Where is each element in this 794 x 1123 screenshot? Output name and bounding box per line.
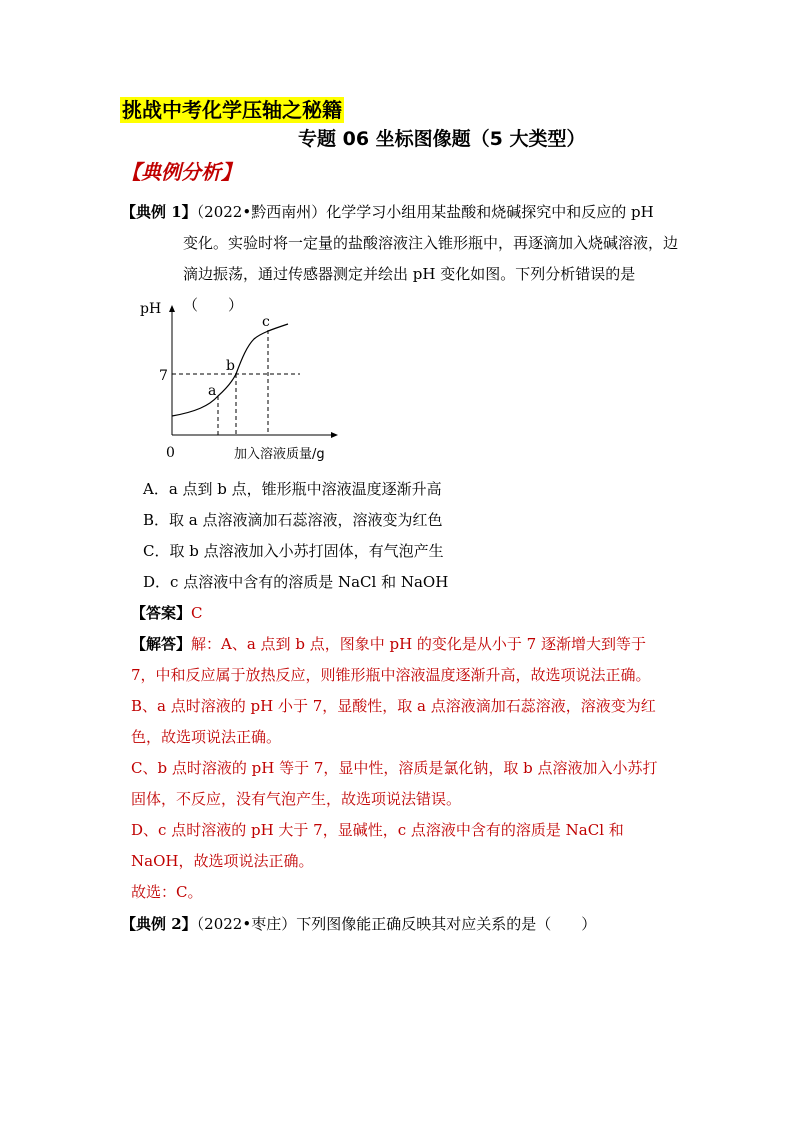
example1-line2: 变化。实验时将一定量的盐酸溶液注入锥形瓶中，再逐滴加入烧碱溶液，边 [183, 234, 679, 252]
example2-label: 【典例 2】 [121, 915, 197, 933]
y-axis-label: pH [140, 301, 162, 317]
point-c-label: c [262, 314, 270, 330]
explain-line: NaOH，故选项说法正确。 [131, 852, 314, 870]
explain-line: C、b 点时溶液的 pH 等于 7，显中性，溶质是氯化钠，取 b 点溶液加入小苏打 [131, 759, 658, 777]
example1-line1: （2022•黔西南州）化学学习小组用某盐酸和烧碱探究中和反应的 pH [196, 203, 654, 221]
x-axis-label: 加入溶液质量/g [234, 447, 325, 462]
explain-line: 固体，不反应，没有气泡产生，故选项说法错误。 [131, 790, 462, 808]
explain-line: 解：A、a 点到 b 点，图象中 pH 的变化是从小于 7 逐渐增大到等于 [191, 635, 646, 653]
answer-label: 【答案】 [131, 604, 192, 622]
answer-value: C [191, 604, 203, 622]
collection-banner: 挑战中考化学压轴之秘籍 [122, 98, 342, 122]
y-tick-7: 7 [159, 368, 168, 384]
section-heading: 【典例分析】 [121, 160, 241, 184]
example1-label: 【典例 1】 [121, 203, 197, 221]
point-a-label: a [208, 383, 217, 399]
explain-line: 7，中和反应属于放热反应，则锥形瓶中溶液温度逐渐升高，故选项说法正确。 [131, 666, 651, 684]
topic-subtitle: 专题 06 坐标图像题（5 大类型） [298, 128, 586, 150]
explain-label: 【解答】 [131, 635, 192, 653]
ph-chart [137, 296, 347, 471]
origin-label: 0 [166, 445, 175, 461]
explain-line: B、a 点时溶液的 pH 小于 7，显酸性，取 a 点溶液滴加石蕊溶液，溶液变为红 [131, 697, 656, 715]
explanation [131, 629, 691, 908]
example2-text: （2022•枣庄）下列图像能正确反映其对应关系的是（ ） [196, 915, 597, 933]
option-a: A．a 点到 b 点，锥形瓶中溶液温度逐渐升高 [143, 480, 442, 498]
option-c: C．取 b 点溶液加入小苏打固体，有气泡产生 [143, 542, 444, 560]
point-b-label: b [226, 358, 235, 374]
explain-line: 故选：C。 [131, 883, 203, 901]
explain-line: 色，故选项说法正确。 [131, 728, 282, 746]
explain-line: D、c 点时溶液的 pH 大于 7，显碱性，c 点溶液中含有的溶质是 NaCl 和 [131, 821, 624, 839]
option-d: D．c 点溶液中含有的溶质是 NaCl 和 NaOH [143, 573, 449, 591]
example2-question [121, 909, 681, 940]
example1-line3: 滴边振荡，通过传感器测定并绘出 pH 变化如图。下列分析错误的是（ ） [183, 265, 636, 314]
answer-line [131, 598, 691, 629]
option-b: B．取 a 点溶液滴加石蕊溶液，溶液变为红色 [143, 511, 443, 529]
